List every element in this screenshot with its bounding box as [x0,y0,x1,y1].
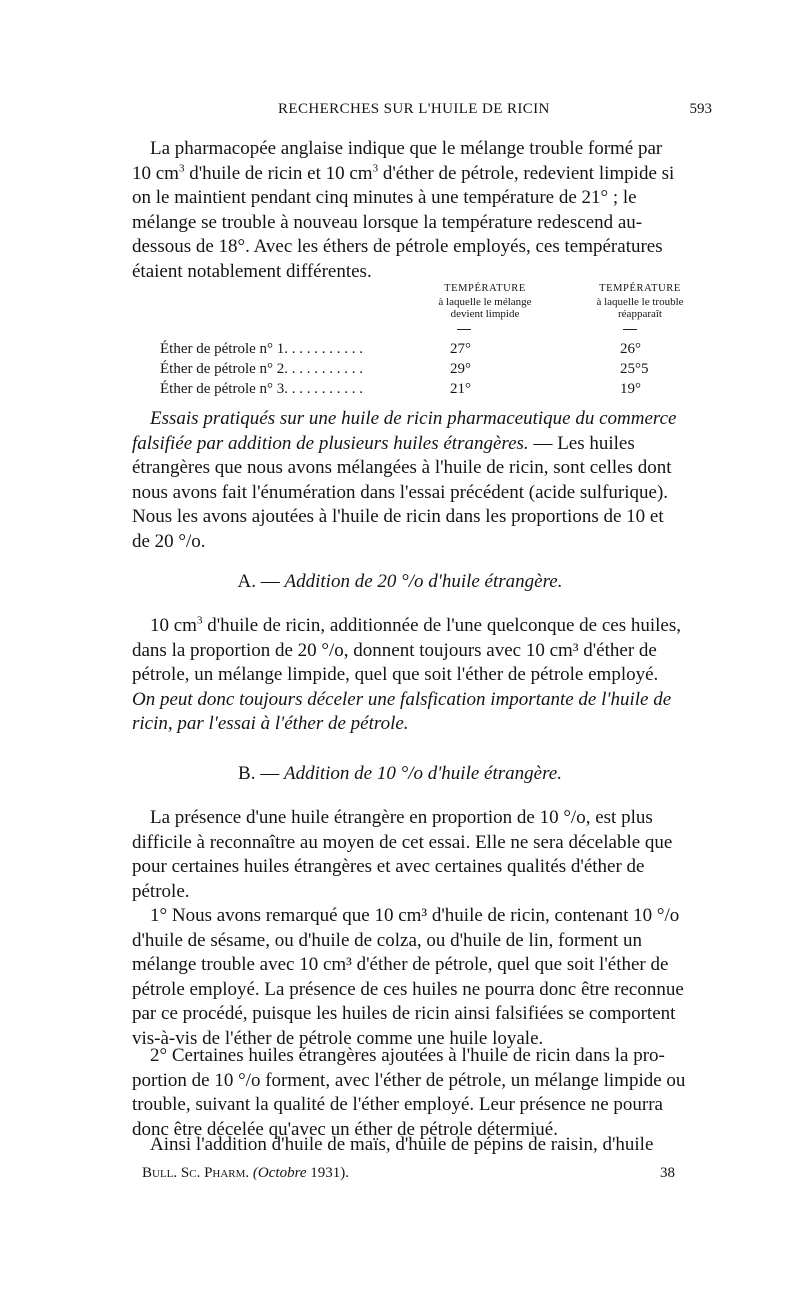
text-line: Ainsi l'addition d'huile de maïs, d'huile de pépins de raisin, d'huile [150,1134,654,1155]
journal-reference: Bull. Sc. Pharm. (Octobre 1931). [142,1165,350,1181]
paragraph-ainsi [132,1133,726,1158]
page-number: 593 [689,101,712,117]
column-header-turbid: TEMPÉRATURE à laquelle le trouble réapparaît [596,283,684,320]
paragraph-point-1 [132,904,726,1052]
text-line: mélange trouble avec 10 cm³ d'éther de pétrole, quel que soit l'éther de [132,954,669,976]
text-line: La présence d'une huile étrangère en proportion de 10 °/o, est plus [150,807,653,828]
temperature-table [160,283,720,395]
text-line: 1° Nous avons remarqué que 10 cm³ d'huile de ricin, contenant 10 °/o [150,905,680,926]
text-line: étaient notablement différentes. [132,260,372,282]
page-header [0,101,800,125]
table-row: Éther de pétrole n° 3. . . . . . . . . . . 21° 19° [160,381,641,397]
text-line: portion de 10 °/o forment, avec l'éther de pétrole, un mélange limpide ou [132,1069,686,1091]
text-line: Nous les avons ajoutées à l'huile de ricin dans les proportions de 10 et [132,506,664,528]
paragraph-essais [132,407,726,555]
section-heading-b: B. — Addition de 10 °/o d'huile étrangère. [238,763,562,784]
text-line: par ce procédé, puisque les huiles de ricin ainsi falsifiées se comportent [132,1003,676,1025]
text-line: mélange se trouble à nouveau lorsque la température redescend au- [132,211,643,233]
section-heading-a: A. — Addition de 20 °/o d'huile étrangère. [237,571,563,592]
text-line: 10 $cm^3$ d'huile de ricin, additionnée de l'une quelconque de ces huiles, [150,614,681,636]
paragraph-addition-20 [132,614,726,737]
text-line: trouble, suivant la qualité de l'éther employé. Leur présence ne pourra [132,1094,663,1116]
text-line: falsifiée par addition de plusieurs huiles étrangères. — Les huiles [132,432,635,454]
text-line: 2° Certaines huiles étrangères ajoutées à l'huile de ricin dans la pro- [150,1045,665,1066]
text-line: pétrole employé. La présence de ces huiles ne pourra donc être reconnue [132,978,684,1000]
running-title: RECHERCHES SUR L'HUILE DE RICIN [278,101,550,117]
text-line: donc être décelée qu'avec un éther de pétrole détermiué. [132,1118,558,1140]
text-line: pour certaines huiles étrangères et avec certaines qualités d'éther de [132,856,645,878]
table-row: Éther de pétrole n° 1. . . . . . . . . . . 27° 26° [160,341,641,357]
text-line: pétrole. [132,880,190,902]
column-header-clear: TEMPÉRATURE à laquelle le mélange devient limpide [438,283,532,320]
text-line: difficile à reconnaître au moyen de cet essai. Elle ne sera décelable que [132,831,673,853]
text-line: nous avons fait l'énumération dans l'essai précédent (acide sulfurique). [132,481,669,503]
text-line: ricin, par l'essai à l'éther de pétrole. [132,713,409,735]
text-line: vis-à-vis de l'éther de pétrole comme une huile loyale. [132,1027,544,1049]
text-line: dessous de 18°. Avec les éthers de pétrole employés, ces températures [132,236,663,258]
text-line: pétrole, un mélange limpide, quel que soit l'éther de pétrole employé. [132,664,659,686]
text-line: on le maintient pendant cinq minutes à une température de 21° ; le [132,187,637,209]
text-line: dans la proportion de 20 °/o, donnent toujours avec 10 cm³ d'éther de [132,639,657,661]
text-line: On peut donc toujours déceler une falsfication importante de l'huile de [132,688,672,710]
text-line: de 20 °/o. [132,530,206,552]
paragraph-point-2 [132,1044,726,1142]
column-divider [623,329,637,330]
table-row: Éther de pétrole n° 2. . . . . . . . . . . 29° 25°5 [160,361,649,377]
text-line: 10 $cm^3$ d'huile de ricin et 10 $cm^3$ d'éther de pétrole, redevient limpide si [132,162,675,184]
text-line: La pharmacopée anglaise indique que le mélange trouble formé par [150,138,663,159]
column-divider [457,329,471,330]
paragraph-pharmacopee [132,137,726,285]
text-line: d'huile de sésame, ou d'huile de colza, ou d'huile de lin, forment un [132,929,642,951]
paragraph-addition-10 [132,806,726,904]
text-line: Essais pratiqués sur une huile de ricin pharmaceutique du commerce [150,408,677,429]
sheet-number: 38 [660,1165,675,1181]
text-line: étrangères que nous avons mélangées à l'huile de ricin, sont celles dont [132,457,672,479]
